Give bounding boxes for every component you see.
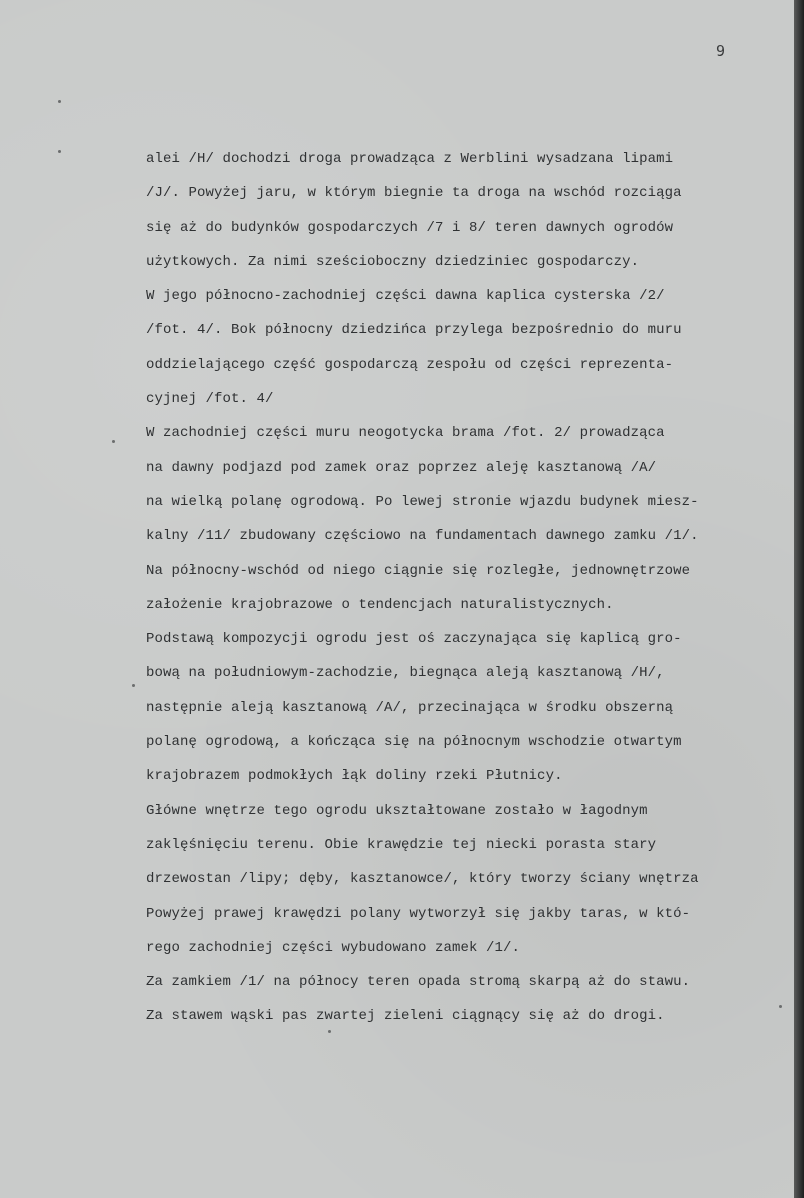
page-number: 9: [716, 42, 726, 60]
text-line: drzewostan /lipy; dęby, kasztanowce/, który tworzy ściany wnętrza: [146, 871, 699, 888]
text-line: Główne wnętrze tego ogrodu ukształtowane zostało w łagodnym: [146, 802, 648, 819]
text-line: W zachodniej części muru neogotycka brama /fot. 2/ prowadząca: [146, 425, 665, 442]
text-line: Za stawem wąski pas zwartej zieleni ciągnący się aż do drogi.: [146, 1008, 665, 1025]
paper-speck: [112, 440, 115, 443]
text-line: zaklęśnięciu terenu. Obie krawędzie tej niecki porasta stary: [146, 836, 657, 853]
text-line: /fot. 4/. Bok północny dziedzińca przylega bezpośrednio do muru: [146, 322, 682, 339]
paper-speck: [779, 1005, 782, 1008]
text-line: Podstawą kompozycji ogrodu jest oś zaczynająca się kaplicą gro-: [146, 631, 682, 648]
text-line: kalny /11/ zbudowany częściowo na fundamentach dawnego zamku /1/.: [146, 528, 699, 545]
paper-speck: [328, 1030, 331, 1033]
body-text: [146, 142, 794, 1034]
paper-speck: [58, 150, 61, 153]
paper-speck: [58, 100, 61, 103]
text-line: następnie aleją kasztanową /A/, przecinająca w środku obszerną: [146, 699, 674, 716]
text-line: /J/. Powyżej jaru, w którym biegnie ta droga na wschód rozciąga: [146, 185, 682, 202]
text-line: polanę ogrodową, a kończąca się na północnym wschodzie otwartym: [146, 734, 682, 751]
text-line: założenie krajobrazowe o tendencjach naturalistycznych.: [146, 596, 614, 613]
text-line: rego zachodniej części wybudowano zamek /1/.: [146, 939, 521, 956]
text-line: oddzielającego część gospodarczą zespołu od części reprezenta-: [146, 356, 674, 373]
text-line: Na północny-wschód od niego ciągnie się rozległe, jednownętrzowe: [146, 562, 691, 579]
text-line: alei /H/ dochodzi droga prowadząca z Werblini wysadzana lipami: [146, 151, 674, 167]
text-line: W jego północno-zachodniej części dawna kaplica cysterska /2/: [146, 288, 665, 305]
text-line: bową na południowym-zachodzie, biegnąca aleją kasztanową /H/,: [146, 665, 665, 682]
page-edge-shadow: [794, 0, 804, 1198]
text-line: na dawny podjazd pod zamek oraz poprzez aleję kasztanową /A/: [146, 459, 657, 476]
text-line: krajobrazem podmokłych łąk doliny rzeki Płutnicy.: [146, 768, 563, 785]
text-line: Powyżej prawej krawędzi polany wytworzył się jakby taras, w któ-: [146, 905, 691, 922]
paper-speck: [132, 684, 135, 687]
text-line: użytkowych. Za nimi sześcioboczny dziedziniec gospodarczy.: [146, 253, 640, 270]
text-line: cyjnej /fot. 4/: [146, 391, 274, 408]
text-line: się aż do budynków gospodarczych /7 i 8/ teren dawnych ogrodów: [146, 219, 674, 236]
text-line: Za zamkiem /1/ na północy teren opada stromą skarpą aż do stawu.: [146, 974, 691, 991]
text-line: na wielką polanę ogrodową. Po lewej stronie wjazdu budynek miesz-: [146, 493, 699, 510]
